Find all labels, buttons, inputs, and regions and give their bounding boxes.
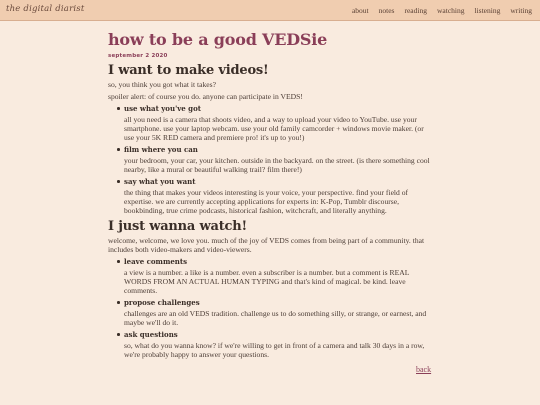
nav-about[interactable]: about <box>351 6 369 15</box>
list-item-title: ask questions <box>124 330 178 339</box>
list-item-text: all you need is a camera that shoots video, and a way to upload your video to YouTube. use your smartphone. use your laptop webcam. use your old family camcorder + windows movie maker. (or use your 5K RED camera and premiere pro! it's up to you!) <box>124 115 424 142</box>
list-item-text: so, what do you wanna know? if we're willing to get in front of a camera and talk 30 days in a row, we're probably happy to answer your questions. <box>124 341 425 359</box>
top-bar <box>0 0 540 21</box>
list-item <box>124 298 433 327</box>
list-item-title: say what you want <box>124 177 196 186</box>
list-item-title: use what you've got <box>124 104 201 113</box>
list-item-title: leave comments <box>124 257 188 266</box>
post-date: september 2 2020 <box>108 53 168 59</box>
tips-list-make-videos <box>108 104 433 215</box>
nav-listening[interactable]: listening <box>474 6 501 15</box>
nav-notes[interactable]: notes <box>378 6 395 15</box>
section-heading-just-watch: I just wanna watch! <box>108 219 247 234</box>
list-item-text: the thing that makes your videos interesting is your voice, your perspective. find your field of expertise. we are currently accepting applications for experts in: K-Pop, Tumblr discourse, bookbinding, true crime podcasts, historical fashion, witchcraft, and literally anything. <box>124 188 409 215</box>
list-item-title: film where you can <box>124 145 198 154</box>
section-heading-make-videos: I want to make videos! <box>108 63 269 78</box>
nav-reading[interactable]: reading <box>404 6 427 15</box>
list-item <box>124 257 433 295</box>
list-item-text: challenges are an old VEDS tradition. challenge us to do something silly, or strange, or earnest, and maybe we'll do it. <box>124 309 427 327</box>
list-item-text: a view is a number. a like is a number. even a subscriber is a number. but a comment is REAL WORDS FROM AN ACTUAL HUMAN TYPING and that's kind of magical. be kind. leave comments. <box>124 268 410 295</box>
list-item <box>124 145 433 174</box>
post-content <box>108 30 433 362</box>
main-nav <box>352 6 532 15</box>
list-item <box>124 177 433 215</box>
list-item-text: your bedroom, your car, your kitchen. outside in the backyard. on the street. (is there something cool nearby, like a mural or beautiful walking trail? film there!) <box>124 156 430 174</box>
paragraph: welcome, welcome, we love you. much of the joy of VEDS comes from being part of a community. that includes both video-makers and video-viewers. <box>108 236 425 254</box>
list-item <box>124 104 433 142</box>
back-link[interactable]: back <box>416 365 432 374</box>
nav-watching[interactable]: watching <box>436 6 465 15</box>
paragraph: so, you think you got what it takes? <box>108 80 216 89</box>
post-title: how to be a good VEDSie <box>108 30 328 49</box>
nav-writing[interactable]: writing <box>510 6 532 15</box>
list-item <box>124 330 433 359</box>
tips-list-just-watch <box>108 257 433 359</box>
site-logo[interactable]: the digital diarist <box>6 4 85 14</box>
list-item-title: propose challenges <box>124 298 200 307</box>
paragraph: spoiler alert: of course you do. anyone can participate in VEDS! <box>108 92 303 101</box>
